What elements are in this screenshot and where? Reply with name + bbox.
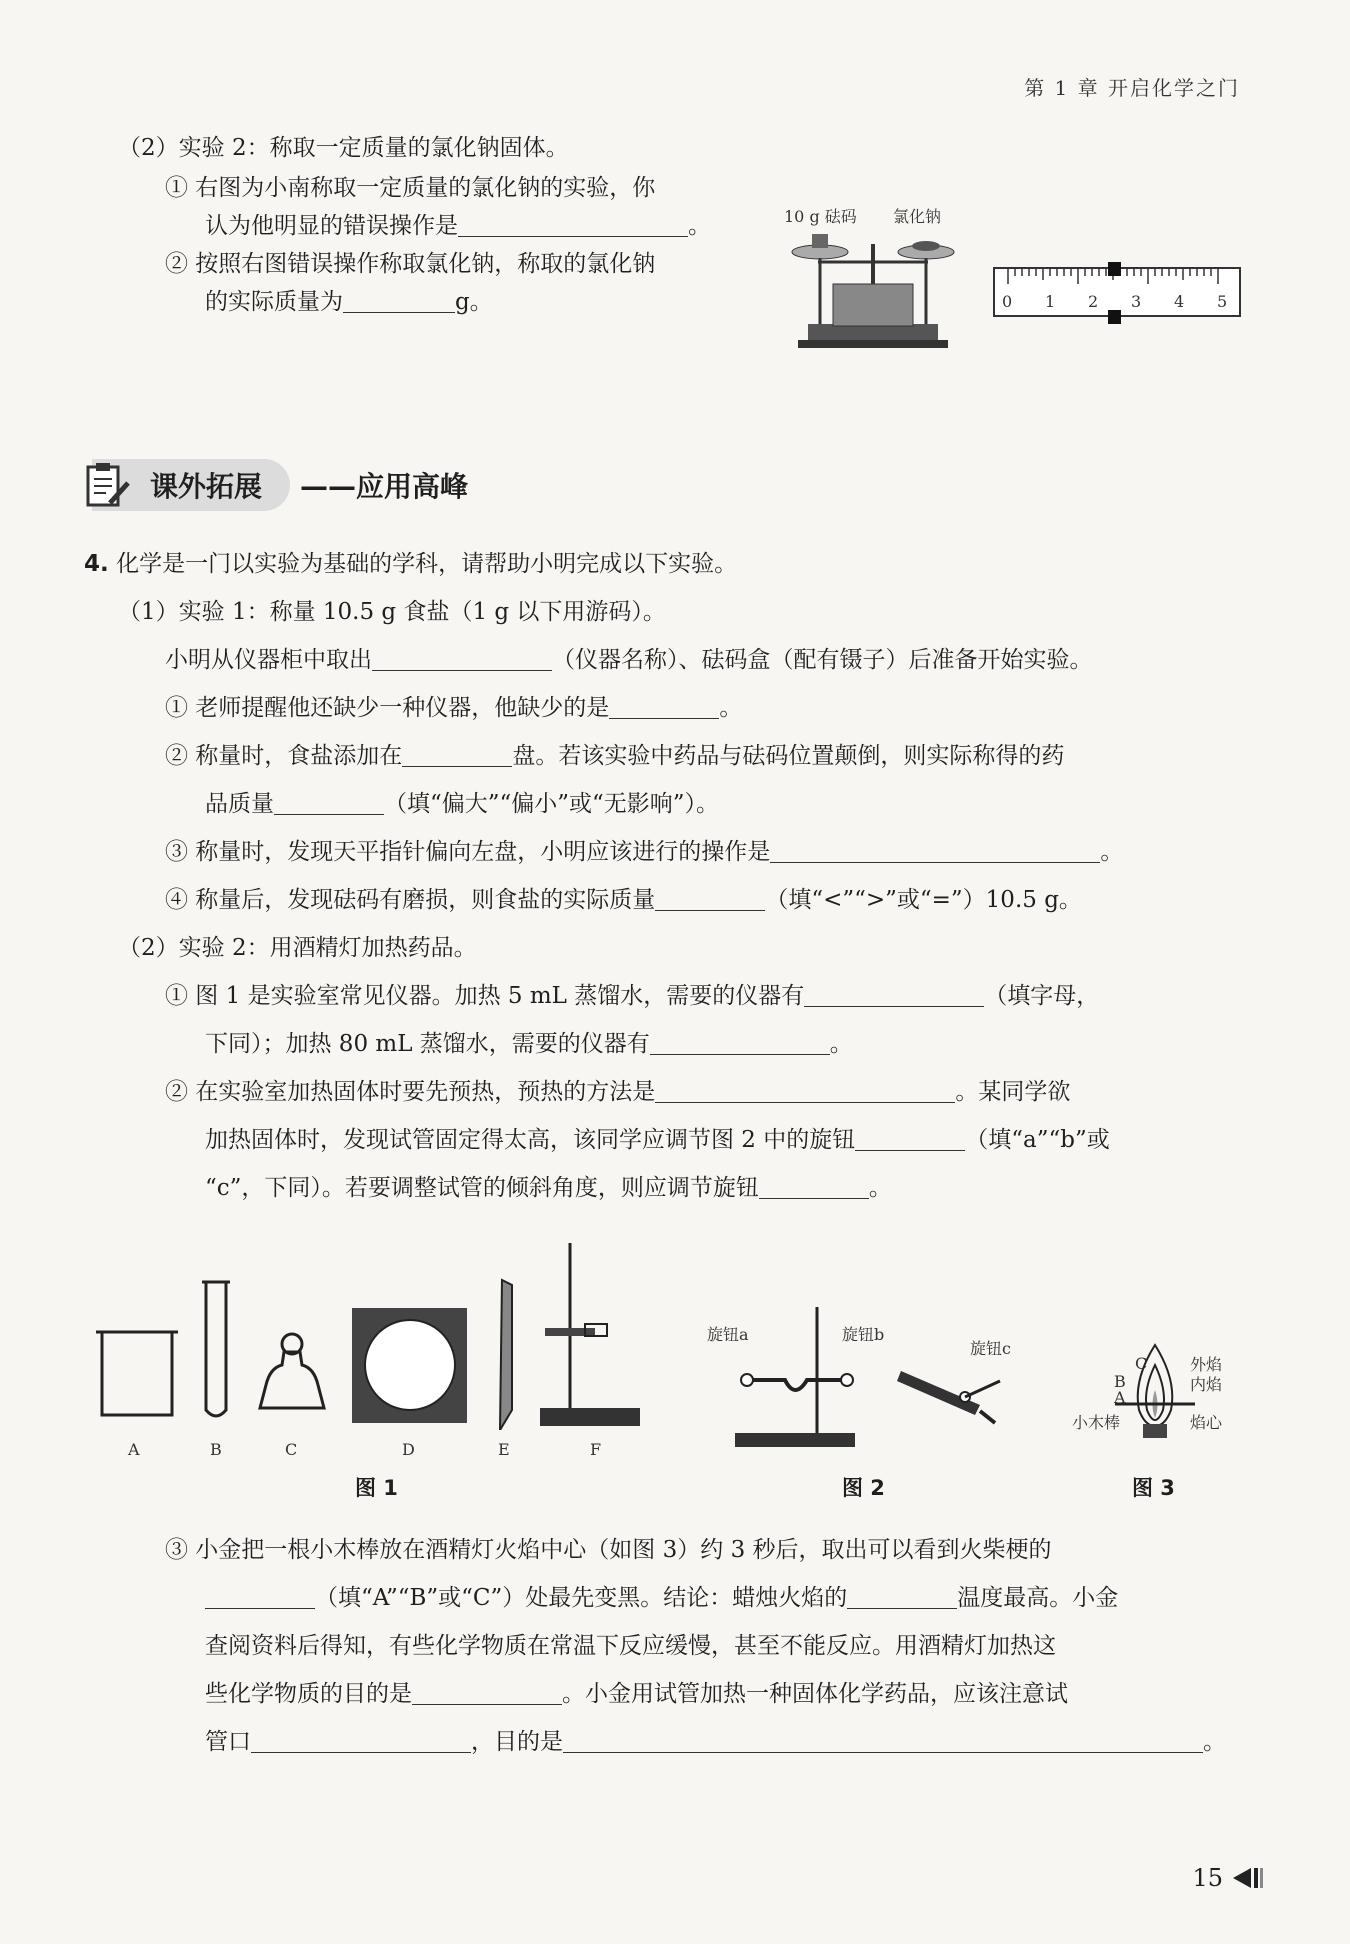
p1-i4-a: ④ 称量后，发现砝码有磨损，则食盐的实际质量: [165, 887, 656, 913]
answer-blank-6[interactable]: [274, 790, 384, 815]
fig1-caption: 图 1: [355, 1476, 398, 1500]
ruler-tick-0: 0: [1002, 292, 1013, 311]
ruler-tick-2: 2: [1088, 292, 1099, 311]
answer-blank-8[interactable]: [655, 886, 765, 911]
fig1-label-a: A: [128, 1440, 140, 1459]
p1-i1-end: 。: [719, 695, 743, 721]
q4-p1-intro: [165, 644, 1093, 676]
fig3-caption: 图 3: [1132, 1476, 1175, 1500]
answer-blank-1[interactable]: [458, 212, 688, 237]
q4-number: 4.: [84, 551, 109, 577]
q4-p2-i2: [165, 1076, 1070, 1108]
p1-intro-a: 小明从仪器柜中取出: [165, 647, 372, 673]
balance-diagram: [788, 224, 958, 354]
q4-p1-i2-cont: [205, 788, 719, 820]
fig2-knob-a-label: 旋钮a: [707, 1325, 749, 1344]
q4-stem-text: 化学是一门以实验为基础的学科，请帮助小明完成以下实验。: [116, 551, 738, 577]
answer-blank-17[interactable]: [251, 1728, 471, 1753]
p2-i3-c: 温度最高。小金: [957, 1585, 1119, 1611]
p2-i3-f: 。小金用试管加热一种固体化学药品，应该注意试: [562, 1681, 1068, 1707]
q4-p2-i2-cont: [205, 1124, 1110, 1156]
p1-intro-b: （仪器名称）、砝码盒（配有镊子）后准备开始实验。: [552, 647, 1093, 673]
answer-blank-11[interactable]: [655, 1078, 955, 1103]
p2-i3-end: 。: [1203, 1729, 1226, 1755]
p2-i3-e: 些化学物质的目的是: [205, 1681, 412, 1707]
fig2-caption: 图 2: [842, 1476, 885, 1500]
p2-i1-a: ① 图 1 是实验室常见仪器。加热 5 mL 蒸馏水，需要的仪器有: [165, 983, 805, 1009]
p2-i2-e: “c”，下同）。若要调整试管的倾斜角度，则应调节旋钮: [205, 1175, 759, 1201]
q4-p2-i3-cont3: [205, 1678, 1068, 1710]
item2-end: g。: [455, 289, 493, 315]
section-banner: [84, 458, 468, 512]
p1-i2-a: ② 称量时，食盐添加在: [165, 743, 403, 769]
q4-p2-i3-cont2: 查阅资料后得知，有些化学物质在常温下反应缓慢，甚至不能反应。用酒精灯加热这: [205, 1633, 1056, 1659]
answer-blank-14[interactable]: [205, 1584, 315, 1609]
ruler-tick-labels: [1000, 292, 1240, 314]
item1-line-b: [205, 210, 711, 242]
fig3-label-a: A: [1114, 1388, 1126, 1407]
fig1-label-e: E: [498, 1440, 510, 1459]
p1-i3-end: 。: [1100, 839, 1124, 865]
q4-p2-title: （2）实验 2：用酒精灯加热药品。: [118, 935, 477, 961]
p1-i2-d: （填“偏大”“偏小”或“无影响”）。: [384, 791, 720, 817]
section-subtitle: ——应用高峰: [300, 470, 469, 503]
answer-blank-13[interactable]: [759, 1174, 869, 1199]
p1-i2-b: 盘。若该实验中药品与砝码位置颠倒，则实际称得的药: [512, 743, 1065, 769]
page-number: [1192, 1864, 1265, 1892]
clipboard-pencil-icon: [84, 461, 132, 509]
p1-i4-b: （填“<”“>”或“=”）10.5 g。: [765, 887, 1082, 913]
q4-stem: [84, 548, 737, 580]
p2-i2-d: （填“a”“b”或: [965, 1127, 1110, 1153]
page-number-text: 15: [1192, 1864, 1223, 1892]
p2-i3-b: （填“A”“B”或“C”）处最先变黑。结论：蜡烛火焰的: [315, 1585, 848, 1611]
q4-p2-i2-cont2: [205, 1172, 892, 1204]
q4-p1-i4: [165, 884, 1082, 916]
answer-blank-7[interactable]: [770, 838, 1100, 863]
fig3-label-c: C: [1135, 1354, 1148, 1373]
item1-text: 认为他明显的错误操作是: [205, 213, 458, 239]
ruler-tick-1: 1: [1045, 292, 1056, 311]
q4-p2-i1: [165, 980, 1099, 1012]
q4-p2-i3-cont4: [205, 1726, 1226, 1758]
q4-p2-i3: ③ 小金把一根小木棒放在酒精灯火焰中心（如图 3）约 3 秒后，取出可以看到火柴梗的: [165, 1537, 1052, 1563]
fig2-knob-b-label: 旋钮b: [842, 1325, 885, 1344]
answer-blank-12[interactable]: [855, 1126, 965, 1151]
answer-blank-5[interactable]: [402, 742, 512, 767]
ruler-tick-3: 3: [1131, 292, 1142, 311]
ruler-tick-5: 5: [1217, 292, 1228, 311]
label-sodium-chloride: 氯化钠: [893, 207, 942, 226]
item2-line-a: ② 按照右图错误操作称取氯化钠，称取的氯化钠: [165, 251, 656, 277]
fig3-outer-flame-label: 外焰: [1190, 1355, 1223, 1374]
label-10g-weight: 10 g 砝码: [784, 207, 857, 226]
fig3-core-label: 焰心: [1190, 1413, 1223, 1432]
fig2-knob-c-label: 旋钮c: [970, 1339, 1011, 1358]
section-title: 课外拓展: [92, 459, 290, 511]
fig3-inner-flame-label: 内焰: [1190, 1375, 1223, 1394]
p2-i2-c: 加热固体时，发现试管固定得太高，该同学应调节图 2 中的旋钮: [205, 1127, 856, 1153]
fig1-label-c: C: [285, 1440, 298, 1459]
answer-blank-10[interactable]: [650, 1030, 830, 1055]
fig3-label-b: B: [1114, 1372, 1126, 1391]
fig1-label-f: F: [590, 1440, 602, 1459]
answer-blank-15[interactable]: [847, 1584, 957, 1609]
answer-blank-18[interactable]: [563, 1728, 1203, 1753]
p2-i2-a: ② 在实验室加热固体时要先预热，预热的方法是: [165, 1079, 656, 1105]
q4-p2-i3-cont: [205, 1582, 1118, 1614]
ruler-tick-4: 4: [1174, 292, 1185, 311]
item2-text: 的实际质量为: [205, 289, 343, 315]
p1-i1-text: ① 老师提醒他还缺少一种仪器，他缺少的是: [165, 695, 610, 721]
p2-i3-h: ，目的是: [471, 1729, 563, 1755]
q4-p2-i1-cont: [205, 1028, 853, 1060]
answer-blank-3[interactable]: [372, 646, 552, 671]
answer-blank-16[interactable]: [412, 1680, 562, 1705]
p2-i1-end: 。: [829, 1031, 853, 1057]
p2-i1-c: 下同）；加热 80 mL 蒸馏水，需要的仪器有: [205, 1031, 650, 1057]
item1-line-a: ① 右图为小南称取一定质量的氯化钠的实验，你: [165, 175, 656, 201]
figure-1-instruments: [90, 1240, 660, 1430]
page-arrow-icon: [1231, 1866, 1265, 1890]
p2-i2-end: 。: [868, 1175, 892, 1201]
fig1-label-d: D: [402, 1440, 415, 1459]
p1-i3-text: ③ 称量时，发现天平指针偏向左盘，小明应该进行的操作是: [165, 839, 771, 865]
p1-i2-c: 品质量: [205, 791, 274, 817]
answer-blank-9[interactable]: [804, 982, 984, 1007]
item1-end: 。: [688, 213, 711, 239]
item2-line-b: [205, 286, 493, 318]
q4-p1-title: （1）实验 1：称量 10.5 g 食盐（1 g 以下用游码）。: [118, 599, 666, 625]
p2-i1-b: （填字母，: [984, 983, 1100, 1009]
answer-blank-2[interactable]: [343, 288, 455, 313]
q4-p1-i1: [165, 692, 742, 724]
answer-blank-4[interactable]: [609, 694, 719, 719]
p2-i3-g: 管口: [205, 1729, 251, 1755]
p2-i2-b: 。某同学欲: [955, 1079, 1071, 1105]
q2-title: （2）实验 2：称取一定质量的氯化钠固体。: [118, 135, 569, 161]
q4-p1-i2: [165, 740, 1064, 772]
q4-p1-i3: [165, 836, 1123, 868]
figure-2-clamp-stand: [725, 1305, 1045, 1450]
fig1-label-b: B: [210, 1440, 222, 1459]
fig3-stick-label: 小木棒: [1072, 1413, 1121, 1432]
chapter-header: 第 1 章 开启化学之门: [1024, 76, 1240, 100]
